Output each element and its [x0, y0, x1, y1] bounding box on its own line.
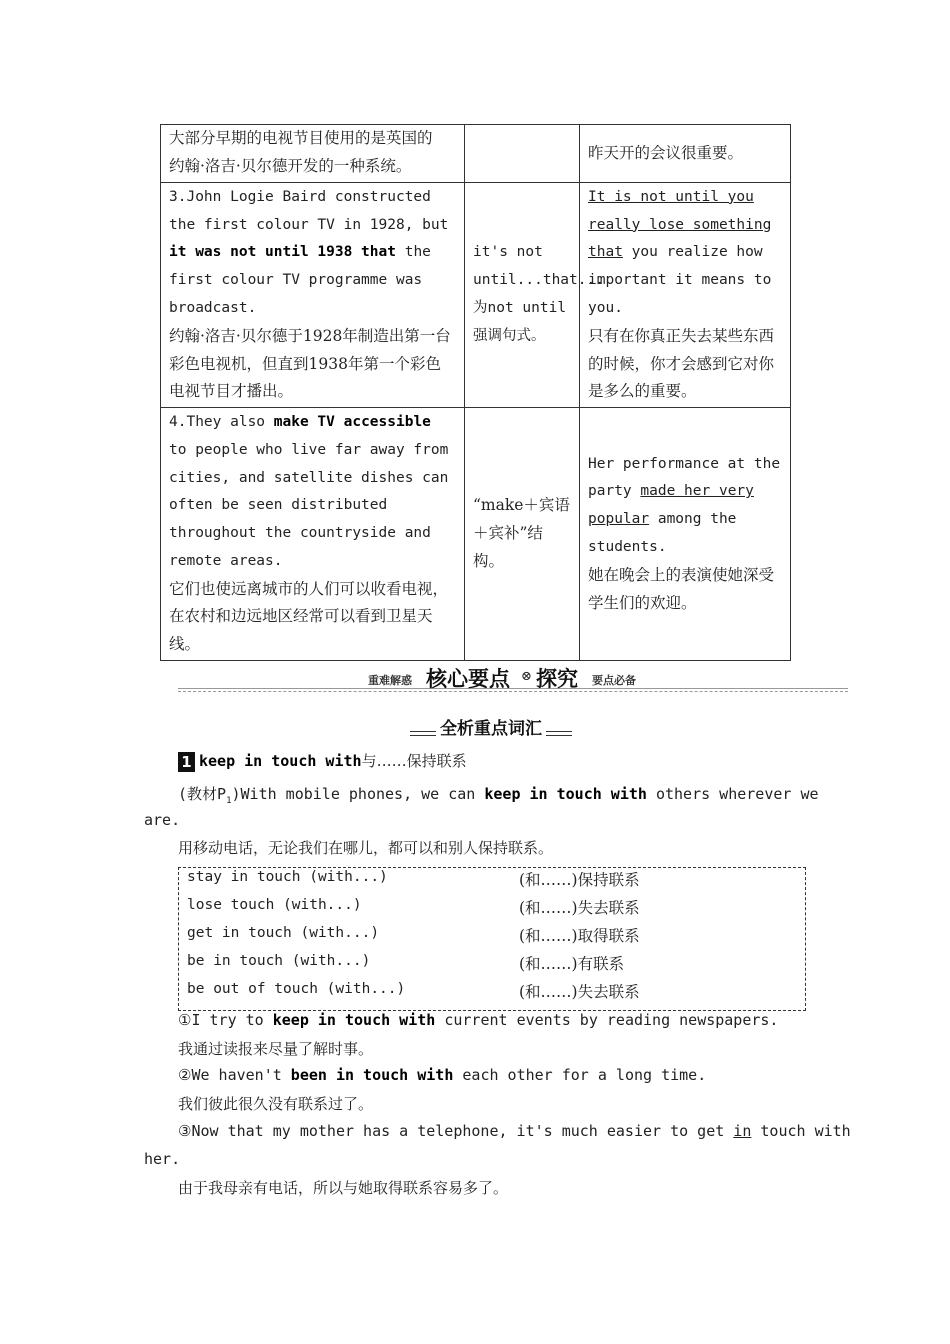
- phrase-zh: (和……)失去联系: [519, 983, 640, 1001]
- entry-meaning: 与……保持联系: [361, 752, 467, 770]
- entry-number: 1: [178, 752, 195, 772]
- sentence-translation: 约翰·洛吉·贝尔德开发的一种系统。: [169, 156, 412, 175]
- example-translation: 由于我母亲有电话，所以与她取得联系容易多了。: [178, 1179, 509, 1197]
- phrase-zh: (和……)保持联系: [519, 871, 640, 889]
- entry-example: (教材$P_1)With$ mobile phones, we can keep in touch with others wherever we: [178, 785, 819, 806]
- section-tag-right: 要点必备: [592, 674, 636, 687]
- example-english: Her performance at the party made her very popular among the students.: [588, 455, 781, 555]
- table-row: [161, 408, 791, 661]
- table-cell: [465, 125, 580, 183]
- example-sentence: ①I try to keep in touch with current events by reading newspapers.: [178, 1011, 779, 1029]
- arrow-icon: ⊗: [521, 669, 532, 684]
- section-tag-left: 重难解惑: [368, 674, 412, 687]
- table-cell: [580, 183, 791, 408]
- example-sentence: ②We haven't been in touch with each other for a long time.: [178, 1066, 707, 1084]
- key-structure: make TV accessible: [273, 413, 431, 430]
- table-cell: [580, 408, 791, 661]
- table-row: [161, 125, 791, 183]
- section-title: 核心要点: [426, 667, 510, 691]
- phrase-en: be in touch (with...): [187, 953, 371, 969]
- example-sentence-wrap: her.: [144, 1150, 181, 1168]
- example-translation: 我们彼此很久没有联系过了。: [178, 1095, 374, 1113]
- sentence-translation: 大部分早期的电视节目使用的是英国的: [169, 129, 433, 147]
- table-cell: [161, 125, 465, 183]
- table-cell: [161, 183, 465, 408]
- table-cell: [161, 408, 465, 661]
- example-translation: 她在晚会上的表演使她深受学生们的欢迎。: [588, 565, 775, 612]
- key-phrase: keep in touch with: [272, 1011, 436, 1029]
- sentence-translation: 它们也使远离城市的人们可以收看电视，在农村和边远地区经常可以看到卫星天线。: [169, 579, 449, 654]
- entry-example-wrap: are.: [144, 811, 181, 829]
- key-phrase: keep in touch with: [484, 785, 647, 803]
- example-english: It is not until you really lose something that you realize how important it means to you.: [588, 188, 772, 316]
- underlined-phrase: It is not until you really lose something that: [588, 188, 772, 261]
- example-translation: 只有在你真正失去某些东西的时候，你才会感到它对你是多么的重要。: [588, 326, 775, 401]
- phrase-zh: (和……)有联系: [519, 955, 625, 973]
- section-title-2: 探究: [536, 667, 578, 691]
- header-rule-dashed: [178, 691, 848, 692]
- key-phrase: been in touch with: [290, 1066, 454, 1084]
- grammar-note: it's not until...that...为not until强调句式。: [465, 183, 580, 408]
- phrase-zh: (和……)取得联系: [519, 927, 640, 945]
- comparison-table: [160, 124, 791, 661]
- phrase-en: get in touch (with...): [187, 925, 380, 941]
- entry-phrase: keep in touch with: [199, 752, 362, 770]
- phrase-zh: (和……)失去联系: [519, 899, 640, 917]
- underlined-phrase: made her very popular: [588, 483, 754, 528]
- phrase-en: lose touch (with...): [187, 897, 362, 913]
- entry-translation: 用移动电话，无论我们在哪儿，都可以和别人保持联系。: [178, 839, 554, 857]
- phrase-en: stay in touch (with...): [187, 869, 388, 885]
- key-structure: it was not until 1938 that: [169, 244, 396, 261]
- subsection-header: [410, 713, 572, 739]
- section-header: [178, 663, 848, 693]
- phrase-box: [178, 867, 806, 1011]
- table-row: [161, 183, 791, 408]
- phrase-en: be out of touch (with...): [187, 981, 406, 997]
- sentence-english: 3.John Logie Baird constructed the first colour TV in 1928, but it was not until 1938 that the first colour TV programme was broadcast.: [169, 188, 449, 316]
- entry-heading: [178, 750, 467, 772]
- example-sentence: ③Now that my mother has a telephone, it's much easier to get in touch with: [178, 1122, 851, 1140]
- header-rule: [178, 688, 848, 689]
- grammar-note: “make＋宾语＋宾补”结构。: [465, 408, 580, 661]
- sentence-translation: 约翰·洛吉·贝尔德于1928年制造出第一台彩色电视机，但直到1938年第一个彩色电视节目才播出。: [169, 326, 451, 401]
- fill-answer: in: [733, 1122, 752, 1140]
- example-translation: 我通过读报来尽量了解时事。: [178, 1040, 374, 1058]
- sentence-english: 4.They also make TV accessible to people who live far away from cities, and satellite dishes can often be seen distributed throughout the countryside and remote areas.: [169, 413, 449, 569]
- subsection-title: 全析重点词汇: [436, 714, 546, 739]
- example-translation: 昨天开的会议很重要。: [580, 125, 791, 183]
